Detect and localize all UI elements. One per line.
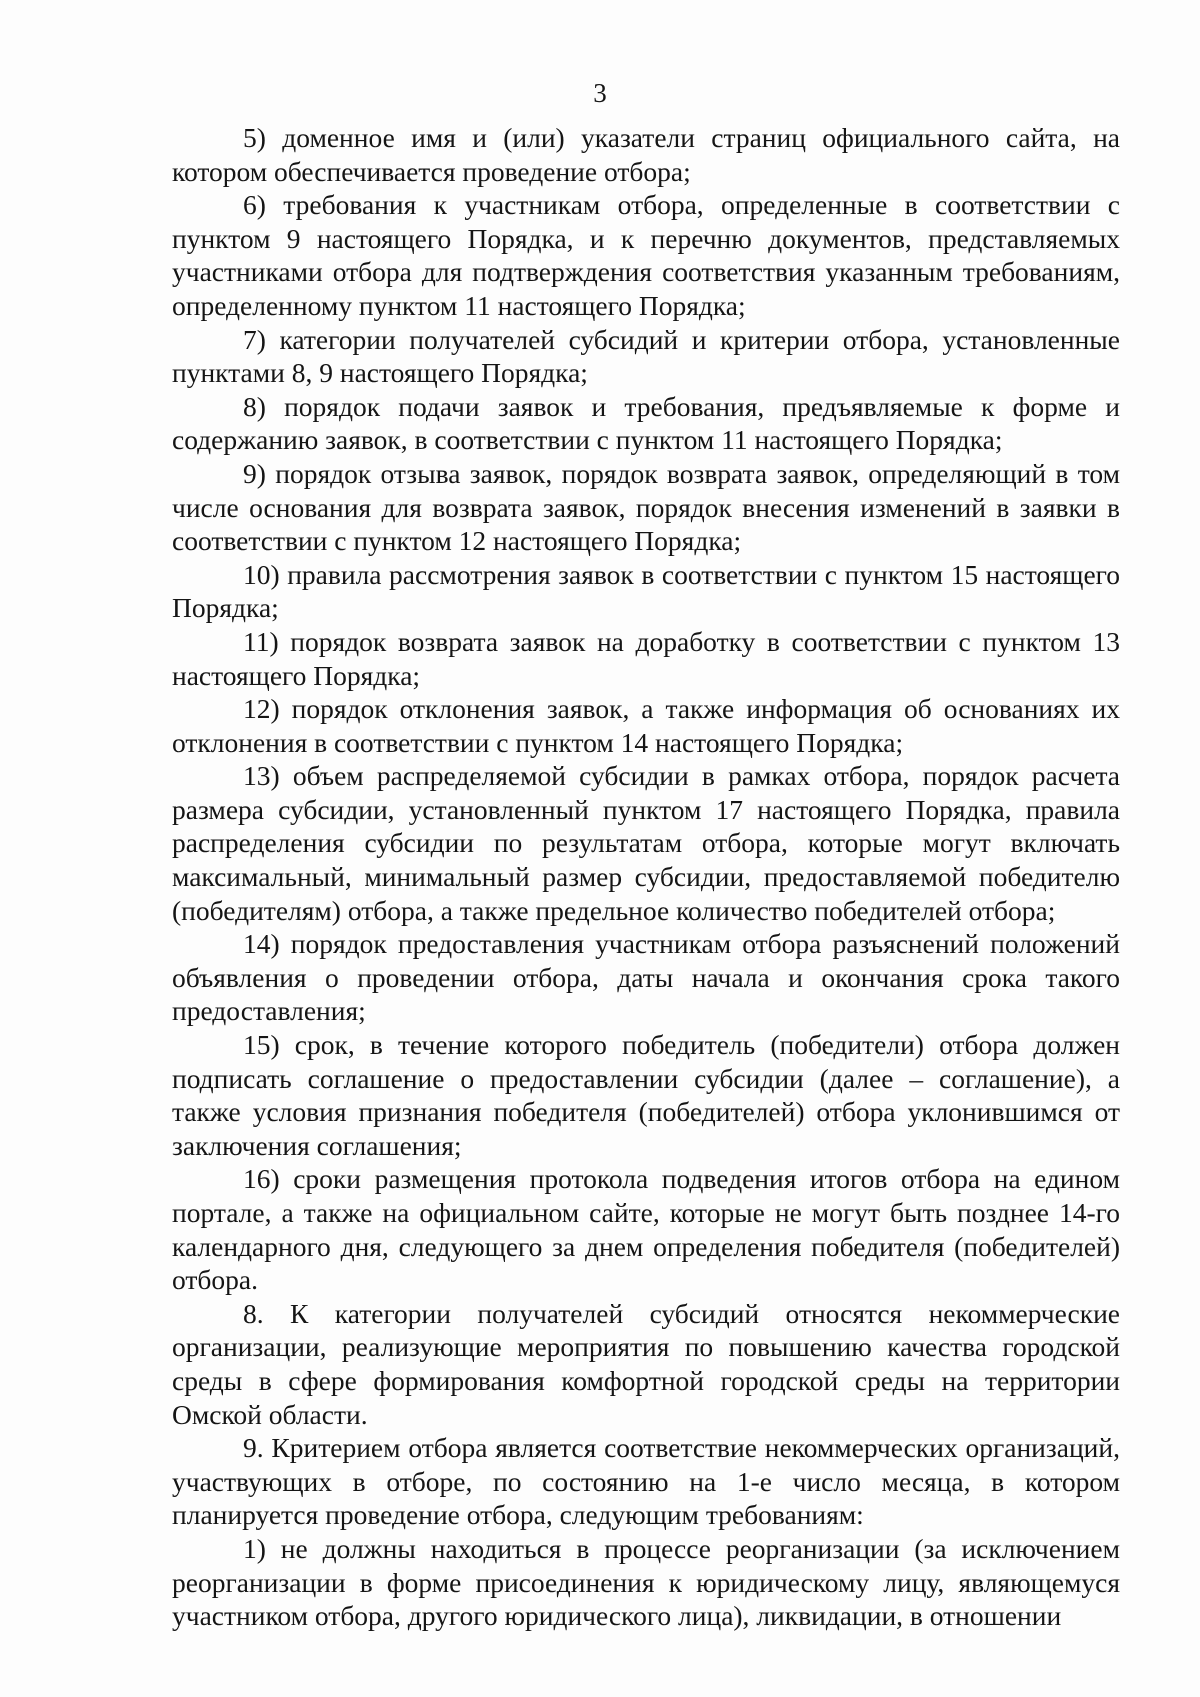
paragraph-item-14: 14) порядок предоставления участникам отбора разъяснений положений объявления о проведении отбора, даты начала и окончания срока такого предоставления; xyxy=(172,928,1120,1027)
paragraph-item-16: 16) сроки размещения протокола подведения итогов отбора на едином портале, а также на официальном сайте, которые не могут быть позднее 14-го календарного дня, следующего за днем определения победителя (победителей) отбора. xyxy=(172,1163,1120,1296)
paragraph-item-5: 5) доменное имя и (или) указатели страниц официального сайта, на котором обеспечивается проведение отбора; xyxy=(172,122,1120,187)
paragraph-item-8: 8) порядок подачи заявок и требования, предъявляемые к форме и содержанию заявок, в соответствии с пунктом 11 настоящего Порядка; xyxy=(172,390,1120,456)
paragraph-item-10: 10) правила рассмотрения заявок в соответствии с пунктом 15 настоящего Порядка; xyxy=(172,558,1120,624)
section-8-paragraph: 8. К категории получателей субсидий относятся некоммерческие организации, реализующие мероприятия по повышению качества городской среды в сфере формирования комфортной городской среды на территории Омской области. xyxy=(172,1297,1120,1430)
paragraph-item-6: 6) требования к участникам отбора, определенные в соответствии с пунктом 9 настоящего Порядка, и к перечню документов, представляемых участниками отбора для подтверждения соответствия указанным требованиям, определенному пунктом 11 настоящего Порядка; xyxy=(172,189,1120,321)
paragraph-item-11: 11) порядок возврата заявок на доработку в соответствии с пунктом 13 настоящего Порядка; xyxy=(172,625,1120,691)
paragraph-item-7: 7) категории получателей субсидий и критерии отбора, установленные пунктами 8, 9 настоящего Порядка; xyxy=(172,323,1120,389)
section-9-paragraph: 9. Критерием отбора является соответствие некоммерческих организаций, участвующих в отборе, по состоянию на 1-е число месяца, в котором планируется проведение отбора, следующим требованиям: xyxy=(172,1432,1120,1531)
page-number: 3 xyxy=(593,78,607,108)
document-body xyxy=(172,121,1120,1633)
paragraph-item-13: 13) объем распределяемой субсидии в рамках отбора, порядок расчета размера субсидии, установленный пунктом 17 настоящего Порядка, правила распределения субсидии по результатам отбора, которые могут включать максимальный, минимальный размер субсидии, предоставляемой победителю (победителям) отбора, а также предельное количество победителей отбора; xyxy=(172,760,1120,926)
paragraph-item-12: 12) порядок отклонения заявок, а также информация об основаниях их отклонения в соответствии с пунктом 14 настоящего Порядка; xyxy=(172,693,1120,758)
paragraph-item-9: 9) порядок отзыва заявок, порядок возврата заявок, определяющий в том числе основания для возврата заявок, порядок внесения изменений в заявки в соответствии с пунктом 12 настоящего Порядка; xyxy=(172,457,1120,557)
requirement-item-1: 1) не должны находиться в процессе реорганизации (за исключением реорганизации в форме присоединения к юридическому лицу, являющемуся участником отбора, другого юридического лица), ликвидации, в отношении xyxy=(172,1532,1120,1632)
paragraph-item-15: 15) срок, в течение которого победитель (победители) отбора должен подписать соглашение о предоставлении субсидии (далее – соглашение), а также условия признания победителя (победителей) отбора уклонившимся от заключения соглашения; xyxy=(172,1029,1120,1161)
